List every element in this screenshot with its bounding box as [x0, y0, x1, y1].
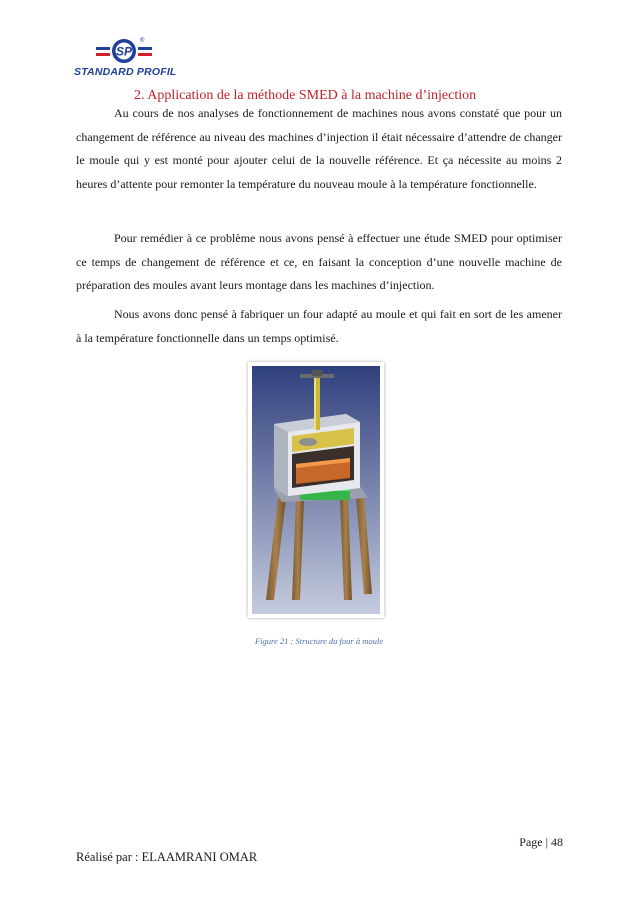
registered-mark: ®: [140, 38, 145, 44]
paragraph-3: [76, 303, 562, 350]
logo-mark-icon: [74, 36, 174, 68]
logo-text: STANDARD PROFIL: [74, 66, 177, 78]
paragraph-3-text: Nous avons donc pensé à fabriquer un four adapté au moule et qui fait en sort de les amener à la température fonctionnelle dans un temps optimisé.: [76, 307, 562, 345]
oven-structure-figure: [248, 362, 384, 618]
section-heading: 2. Application de la méthode SMED à la machine d’injection: [134, 88, 477, 103]
author-line: Réalisé par : ELAAMRANI OMAR: [76, 850, 258, 864]
paragraph-2-text: Pour remédier à ce problème nous avons pensé à effectuer une étude SMED pour optimiser ce temps de changement de référence et ce, en faisant la conception d’une nouvelle machine de préparation des moules avant leurs montage dans les machines d’injection.: [76, 231, 562, 293]
paragraph-1-text: Au cours de nos analyses de fonctionnement de machines nous avons constaté que pour un changement de référence au niveau des machines d’injection il était nécessaire d’attendre de changer le moule qui y est monté pour ajouter celui de la nouvelle référence. Et ça nécessite au moins 2 heures d’attente pour remonter la température du nouveau moule à la température fonctionnelle.: [76, 106, 562, 191]
company-logo: [74, 36, 177, 82]
oven-3d-render: [248, 362, 384, 618]
paragraph-1: [76, 102, 562, 196]
figure-caption: Figure 21 : Structure du four à moule: [254, 636, 384, 646]
paragraph-2: [76, 227, 562, 298]
logo-initials: SP: [115, 44, 133, 59]
page-number: Page | 48: [519, 835, 563, 849]
